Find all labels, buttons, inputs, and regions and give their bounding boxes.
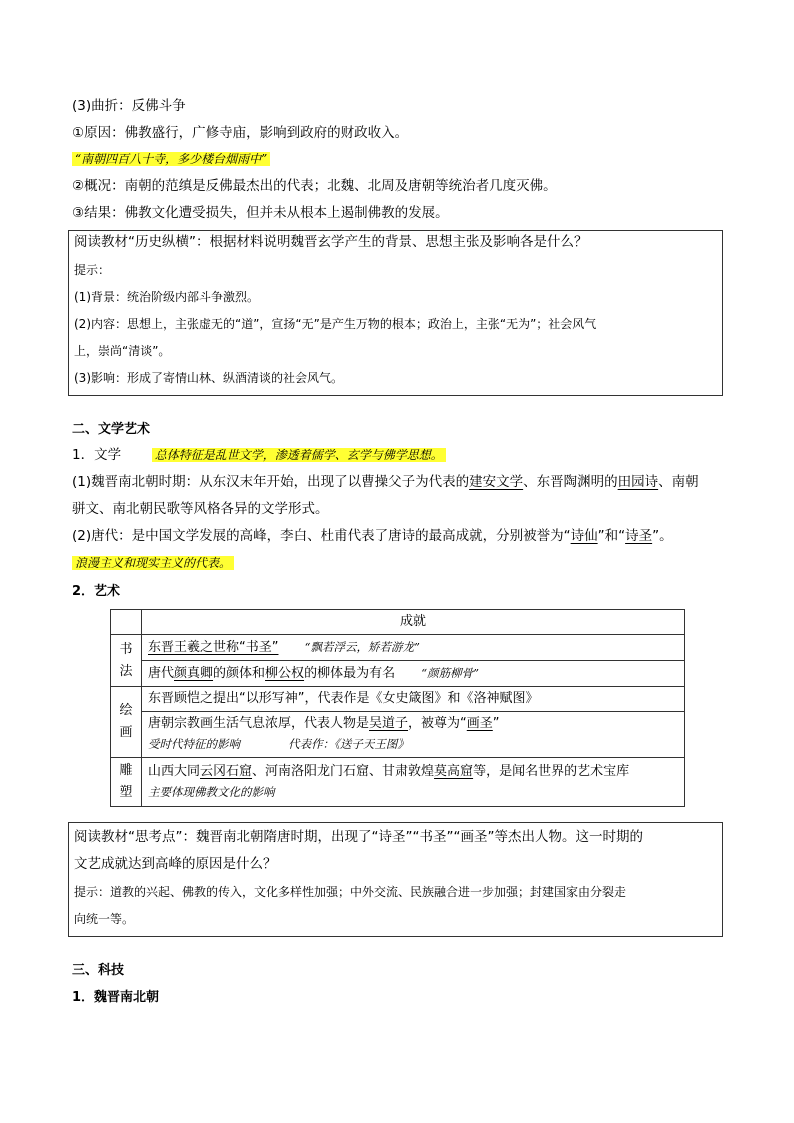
jian-an-literature: 建安文学 [469,474,524,490]
table-row [111,712,685,758]
box1-background: (1)背景：统治阶级内部斗争激烈。 [74,290,259,304]
part3-reason: ①原因：佛教盛行，广修寺庙，影响到政府的财政收入。 [72,125,409,141]
box2-question-1: 阅读教材“思考点”：魏晋南北朝隋唐时期，出现了“诗圣”“书圣”“画圣”等杰出人物。这一时期的 [74,829,643,845]
wei-text-a: (1)魏晋南北朝时期：从东汉末年开始，出现了以曹操父子为代表的 [72,474,470,490]
wei-jin-line-2: 骈文、南北朝民歌等风格各异的文学形式。 [72,501,329,517]
section3-title: 三、科技 [72,963,125,978]
poet-immortal: 诗仙 [570,528,598,544]
poem-quote-highlight: “南朝四百八十寺，多少楼台烟雨中” [72,152,270,166]
reading-box-thinking [68,822,723,937]
box1-question: 阅读教材“历史纵横”：根据材料说明魏晋玄学产生的背景、思想主张及影响各是什么？ [74,234,588,250]
box2-hint-2: 向统一等。 [74,912,135,926]
yungang-grottoes: 云冈石窟 [200,763,253,779]
wei-text-c: 、东晋陶渊明的 [523,474,618,490]
tang-text-a: (2)唐代：是中国文学发展的高峰，李白、杜甫代表了唐诗的最高成就，分别被誉为“ [72,528,571,544]
box1-content-2: 上，崇尚“清谈”。 [74,344,171,358]
table-row [111,661,685,687]
poet-sage: 诗圣 [625,528,653,544]
table-row [111,687,685,712]
art-achievements-table [110,609,685,807]
section3-sub1: 1．魏晋南北朝 [72,990,160,1005]
box2-hint-1: 提示：道教的兴起、佛教的传入，文化多样性加强；中外交流、民族融合进一步加强；封建国家由分裂走 [74,885,627,899]
wang-xizhi: 东晋王羲之世称“书圣” [148,640,279,655]
reading-box-xuanxue [68,230,723,396]
part3-title: (3)曲折：反佛斗争 [72,98,186,114]
box2-question-2: 文艺成就达到高峰的原因是什么？ [74,856,277,872]
yan-liu-note: “颜筋柳骨” [421,666,479,680]
section2-title: 二、文学艺术 [72,422,151,437]
yan-zhenqing: 颜真卿 [174,666,214,681]
literature-note: 总体特征是乱世文学，渗透着儒学、玄学与佛学思想。 [152,448,446,462]
wang-xizhi-note: “飘若浮云，矫若游龙” [304,640,420,654]
poem-quote [72,149,270,169]
table-row [111,635,685,661]
box1-impact: (3)影响：形成了寄情山林、纵酒清谈的社会风气。 [74,371,343,385]
painting-row-2: 唐朝宗教画生活气息浓厚，代表人物是吴道子，被尊为“画圣” 受时代特征的影响 代表作：《送子天王图》 [142,712,685,758]
painting-note: 受时代特征的影响 [148,737,240,751]
art-label: 2．艺术 [72,584,121,599]
mogao-grottoes: 莫高窟 [434,763,474,779]
category-sculpture: 雕 塑 [111,758,142,807]
table-row [111,758,685,807]
part3-overview: ②概况：南朝的范缜是反佛最杰出的代表；北魏、北周及唐朝等统治者几度灭佛。 [72,178,557,194]
calligraphy-row-2: 唐代颜真卿的颜体和柳公权的柳体最为有名 “颜筋柳骨” [142,661,685,687]
tang-text-c: ”和“ [597,528,626,544]
tang-line [72,526,673,546]
literature-label: 1．文学 [72,447,122,463]
painting-sage: 画圣 [466,716,493,731]
part3-result: ③结果：佛教文化遭受损失，但并未从根本上遏制佛教的发展。 [72,205,449,221]
sculpture-row: 山西大同云冈石窟、河南洛阳龙门石窟、甘肃敦煌莫高窟等，是闻名世界的艺术宝库 主要体现佛教文化的影响 [142,758,685,807]
sculpture-note: 主要体现佛教文化的影响 [148,784,275,799]
wu-daozi: 吴道子 [369,716,409,731]
tang-text-e: ”。 [652,528,673,544]
table-header-achievement: 成就 [142,610,685,635]
category-calligraphy: 书 法 [111,635,142,687]
literature-line [72,445,446,465]
tang-note-line [72,553,234,573]
wei-jin-line-1 [72,472,699,492]
wei-text-e: 、南朝 [658,474,699,490]
painting-row-1: 东晋顾恺之提出“以形写神”，代表作是《女史箴图》和《洛神赋图》 [142,687,685,712]
box1-hint-label: 提示： [74,263,111,277]
box1-content-1: (2)内容：思想上，主张虚无的“道”，宣扬“无”是产生万物的根本；政治上，主张“无为”；社会风气 [74,317,597,331]
painting-work: 代表作：《送子天王图》 [288,737,409,751]
table-header-row [111,610,685,635]
calligraphy-row-1 [142,635,685,661]
pastoral-poetry: 田园诗 [617,474,659,490]
table-header-empty [111,610,142,635]
tang-note: 浪漫主义和现实主义的代表。 [72,556,234,570]
liu-gongquan: 柳公权 [265,666,305,681]
category-painting: 绘 画 [111,687,142,758]
